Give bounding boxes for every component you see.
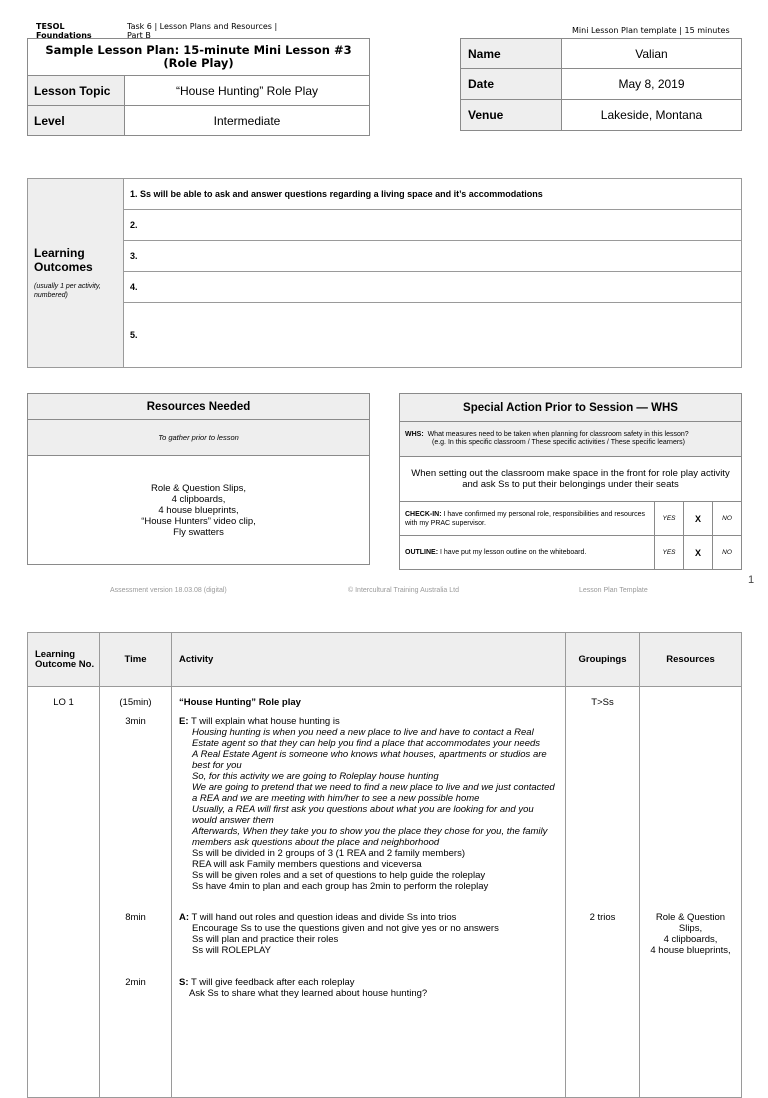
footer-title: Lesson Plan Template <box>579 587 648 594</box>
outline-yes[interactable]: YES <box>655 536 684 570</box>
level-label: Level <box>28 106 125 136</box>
learning-outcomes-table <box>27 178 742 368</box>
col-activity: Activity <box>172 633 566 687</box>
checkin-yes[interactable]: YES <box>655 502 684 536</box>
org-name: TESOL Foundations <box>36 22 92 40</box>
outcomes-note: (usually 1 per activity, numbered) <box>34 283 101 299</box>
engage-section: E: T will explain what house hunting is Housing hunting is when you need a new place to live and have to contact a Real Estate agent so that they can help you find a place that accommodates your needs A Real Estate Agent is someone who knows what houses, apartments or studios are best for you So, for this activity we are going to Roleplay house hunting We are going to pretend that we need to find a new place to live and we just contacted a REA and we are meeting with him/her to see a new possible home Usually, a REA will first ask you questions about what you are looking for and you would answer them Afterwards, When they take you to show you the place they chose for you, the family members ask questions about the place and neighborhood Ss will be divided in 2 groups of 3 (1 REA and 2 family members) REA will ask Family members questions and viceversa Ss will be given roles and a set of questions to help guide the roleplay Ss have 4min to plan and each group has 2min to perform the roleplay <box>179 716 555 892</box>
whs-table <box>399 393 742 570</box>
resources-list <box>28 456 370 565</box>
resource-item: 4 clipboards, <box>171 493 226 505</box>
venue-label: Venue <box>461 100 562 131</box>
whs-title: Special Action Prior to Session — WHS <box>400 394 742 422</box>
resources-subtitle: To gather prior to lesson <box>28 420 370 456</box>
venue-value: Lakeside, Montana <box>562 100 742 131</box>
checkin-x[interactable]: X <box>684 502 713 536</box>
study-section: S: T will give feedback after each roleplay Ask Ss to share what they learned about house hunting? <box>179 977 428 999</box>
topic-label: Lesson Topic <box>28 76 125 106</box>
col-resources: Resources <box>640 633 742 687</box>
footer-copyright: © Intercultural Training Australia Ltd <box>348 587 459 594</box>
outcomes-label: Learning Outcomes <box>34 246 93 274</box>
resource-item: Role & Question Slips, <box>150 482 247 494</box>
outline-x[interactable]: X <box>684 536 713 570</box>
outcome-3: 3. <box>124 241 742 272</box>
time-cell <box>100 687 172 1098</box>
name-value: Valian <box>562 39 742 69</box>
outcome-2: 2. <box>124 210 742 241</box>
footer-version: Assessment version 18.03.08 (digital) <box>110 587 227 594</box>
whs-question: WHS: What measures need to be taken when planning for classroom safety in this lesson? (e.g. In this specific classroom / These specific activities / These specific learners) <box>400 422 742 457</box>
checkin-no[interactable]: NO <box>713 502 742 536</box>
task-heading: Task 6 | Lesson Plans and Resources | Part B <box>127 22 278 40</box>
activity-cell <box>172 687 566 1098</box>
page-number: 1 <box>748 574 755 586</box>
total-time: (15min) <box>119 697 152 708</box>
activate-resources: Role & Question Slips, 4 clipboards, 4 house blueprints, <box>650 912 731 956</box>
outline-text: OUTLINE: I have put my lesson outline on the whiteboard. <box>400 536 655 570</box>
lo-cell: LO 1 <box>28 687 100 1098</box>
name-label: Name <box>461 39 562 69</box>
date-value: May 8, 2019 <box>562 69 742 100</box>
resource-item: Fly swatters <box>173 526 224 538</box>
whs-answer: When setting out the classroom make space in the front for role play activity and ask Ss to put their belongings under their seats <box>400 457 742 502</box>
topic-value: “House Hunting” Role Play <box>125 76 370 106</box>
outline-no[interactable]: NO <box>713 536 742 570</box>
resource-item: 4 house blueprints, <box>158 504 239 516</box>
activate-section: A: T will hand out roles and question ideas and divide Ss into trios Encourage Ss to use the questions given and not give yes or no answers Ss will plan and practice their roles Ss will ROLEPLAY <box>179 912 499 956</box>
level-value: Intermediate <box>125 106 370 136</box>
col-time: Time <box>100 633 172 687</box>
grouping-intro: T>Ss <box>591 697 614 708</box>
grouping-activate: 2 trios <box>589 912 616 923</box>
lesson-title: Sample Lesson Plan: 15-minute Mini Lesson #3 (Role Play) <box>28 39 370 76</box>
outcomes-label-cell <box>28 179 124 368</box>
checkin-text: CHECK-IN: I have confirmed my personal role, responsibilities and resources with my PRAC supervisor. <box>400 502 655 536</box>
outcome-4: 4. <box>124 272 742 303</box>
col-groupings: Groupings <box>566 633 640 687</box>
date-label: Date <box>461 69 562 100</box>
a-time: 8min <box>125 912 146 923</box>
groupings-cell <box>566 687 640 1098</box>
resources-cell <box>640 687 742 1098</box>
col-learning-outcome: Learning Outcome No. <box>28 633 100 687</box>
lesson-info-table <box>27 38 370 136</box>
lesson-plan-table <box>27 632 742 1098</box>
template-label: Mini Lesson Plan template | 15 minutes <box>572 26 730 35</box>
resources-table <box>27 393 370 565</box>
resources-title: Resources Needed <box>28 394 370 420</box>
s-time: 2min <box>125 977 146 988</box>
e-time: 3min <box>125 716 146 727</box>
outcome-1: 1. Ss will be able to ask and answer questions regarding a living space and it’s accommodations <box>124 179 742 210</box>
resource-item: “House Hunters” video clip, <box>141 515 256 527</box>
activity-title: “House Hunting” Role play <box>179 697 301 708</box>
outcome-5: 5. <box>124 303 742 368</box>
teacher-info-table <box>460 38 742 131</box>
